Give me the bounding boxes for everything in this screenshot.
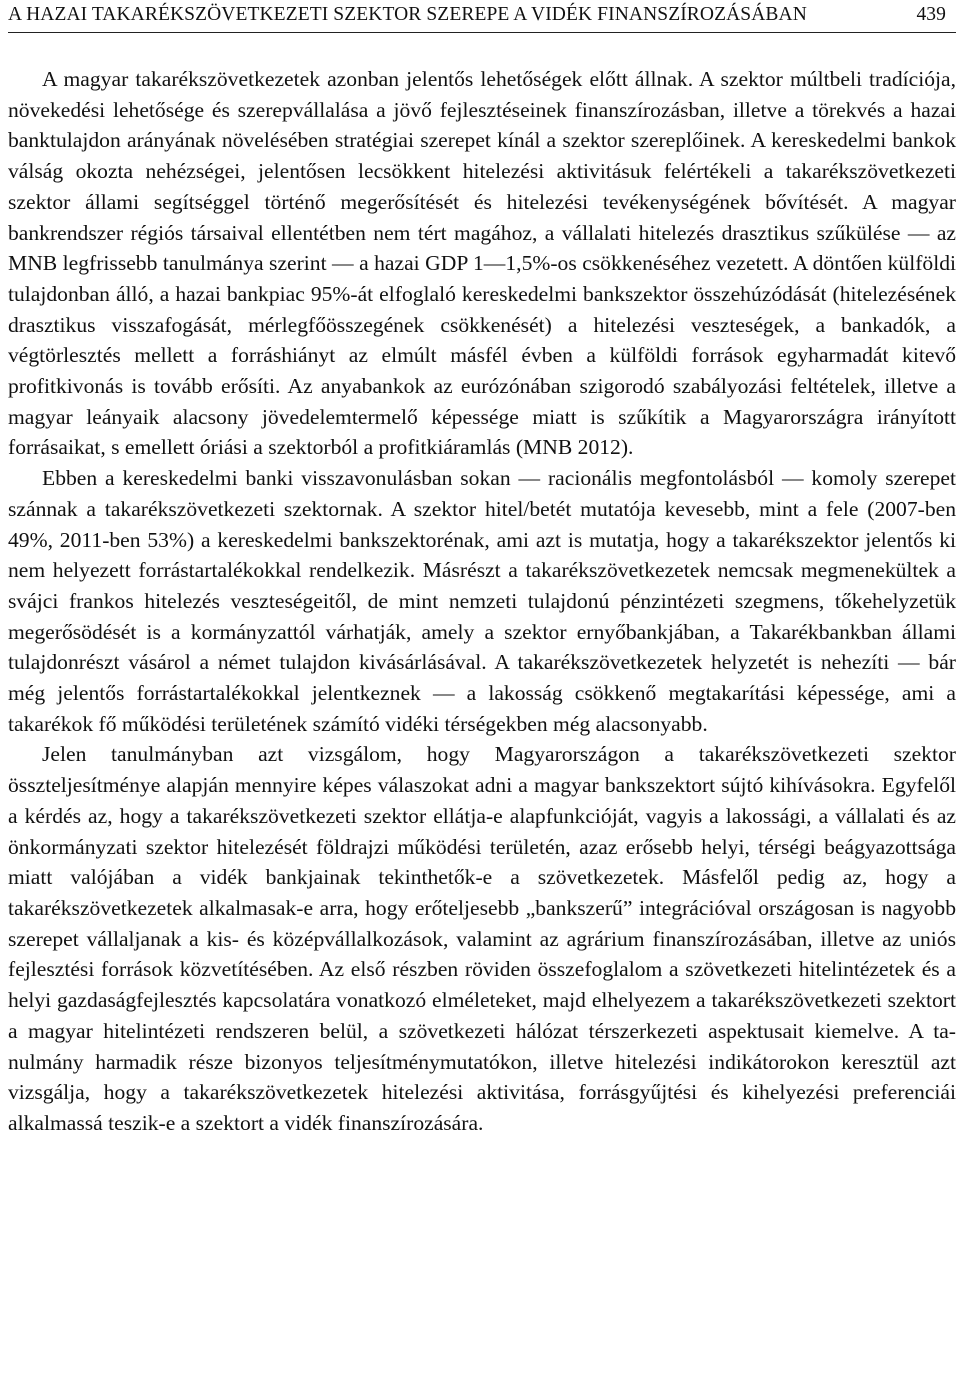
body-text: [8, 64, 956, 1139]
running-header-title: A HAZAI TAKARÉKSZÖVETKEZETI SZEKTOR SZEREPE A VIDÉK FINANSZÍROZÁSÁBAN: [8, 4, 807, 25]
paragraph: A magyar takarékszövetkezetek azonban jelentős lehetőségek előtt állnak. A szektor múltbeli tradíciója, növekedési lehetősége és szerepvállalása a jövő fejlesztéseinek finanszírozásban, illetve a törekvés a hazai banktulajdon arányának növelésében stratégiai szerepet kínál a szektor szereplőinek. A kereskedelmi bankok válság okozta nehézségei, jelentősen lecsökkent hitelezési aktivitásuk felértékeli a takarékszövetkezeti szektor állami segítséggel történő megerősítését és hitelezési tevékenységének bővítését. A magyar bankrendszer régiós társaival ellentétben nem tért magához, a vállalati hitelezés drasztikus szűkülése — az MNB legfrissebb tanulmánya szerint — a hazai GDP 1—1,5%-os csökkenéséhez vezetett. A döntően külföldi tulajdonban álló, a hazai bankpiac 95%-át elfoglaló kereskedelmi bankszektor összehúzódását (hitelezésének drasztikus visszafogását, mérlegfőösszegének csökkenését) a hitelezési veszteségek, a bankadók, a végtörlesztés mellett a forráshiányt az elmúlt másfél évben a külföldi források egyharmadát kitevő profitkivonás is tovább erősíti. Az anyabankok az eurózónában szigorodó szabályozási feltételek, illetve a magyar leányaik alacsony jövedelemtermelő képessége miatt is szűkítik a Magyarországra irányított forrásaikat, s emellett óriási a szektorból a profitkiáramlás (MNB 2012).: [8, 67, 956, 460]
paragraph: Ebben a kereskedelmi banki visszavonulásban sokan — racionális megfontolásból — komoly szerepet szánnak a takarékszövetkezeti szektornak. A szektor hitel/betét mutatója kevesebb, mint a fele (2007-ben 49%, 2011-ben 53%) a kereskedelmi bankszektorénak, ami azt is mutatja, hogy a takarékszektor jelentős ki nem helyezett forrástartalékokkal rendelkezik. Másrészt a takarékszövetkezetek nemcsak megmenekültek a svájci frankos hitelezés veszteségeitől, de mint nemzeti tulajdonú pénzintézeti szegmens, tőkehelyzetük megerősödését is a kormányzattól várhatják, amely a szektor ernyőbankjában, a Takarékbankban állami tulajdonrészt vásárol a német tulajdon kivásárlásával. A takarékszövetkezetek helyzetét is nehezíti — bár még jelentős forrástartalékokkal jelentkeznek — a lakosság csökkenő megtakarítási képessége, ami a takarékok fő működési területének számító vidéki térségekben még alacsonyabb.: [8, 466, 956, 736]
page-number: 439: [916, 4, 946, 25]
running-header: [8, 2, 956, 33]
paragraph: Jelen tanulmányban azt vizsgálom, hogy Magyarországon a takarékszövetkezeti szektor összteljesítménye alapján mennyire képes válaszokat adni a magyar bankszektort sújtó kihívásokra. Egyfelől a kérdés az, hogy a takarékszövetkezeti szektor ellátja-e alapfunkcióját, vagyis a lakossági, a vállalati és az önkormányzati szektor hitelezését földrajzi működési területén, azaz erősebb helyi, térségi beágyazottsága miatt valójában a vidék bankjainak tekinthetők-e a szövetkezetek. Másfelől pedig az, hogy a takarékszövetkezetek alkalmasak-e arra, hogy erőteljesebb „bankszerű” integrációval országosan is nagyobb szerepet vállaljanak a kis- és középvállalkozások, valamint az agrárium finanszírozásában, illetve az uniós fejlesztési források közvetítésében. Az első részben röviden összefoglalom a szövetkezeti hitelintézetek és a helyi gazdaságfejlesztés kapcsolatára vonatkozó elméleteket, majd elhelyezem a takarékszövetkezeti szektort a magyar hitelintézeti rendszeren belül, a szövetkezeti hálózat térszerkezeti aspektusait kiemelve. A tanulmány harmadik része bizonyos teljesítménymutatókon, illetve hitelezési indikátorokon keresztül azt vizsgálja, hogy a takarékszövetkezetek hitelezési aktivitása, forrásgyűjtési és kihelyezési preferenciái alkalmassá teszik-e a szektort a vidék finanszírozására.: [8, 742, 956, 1135]
